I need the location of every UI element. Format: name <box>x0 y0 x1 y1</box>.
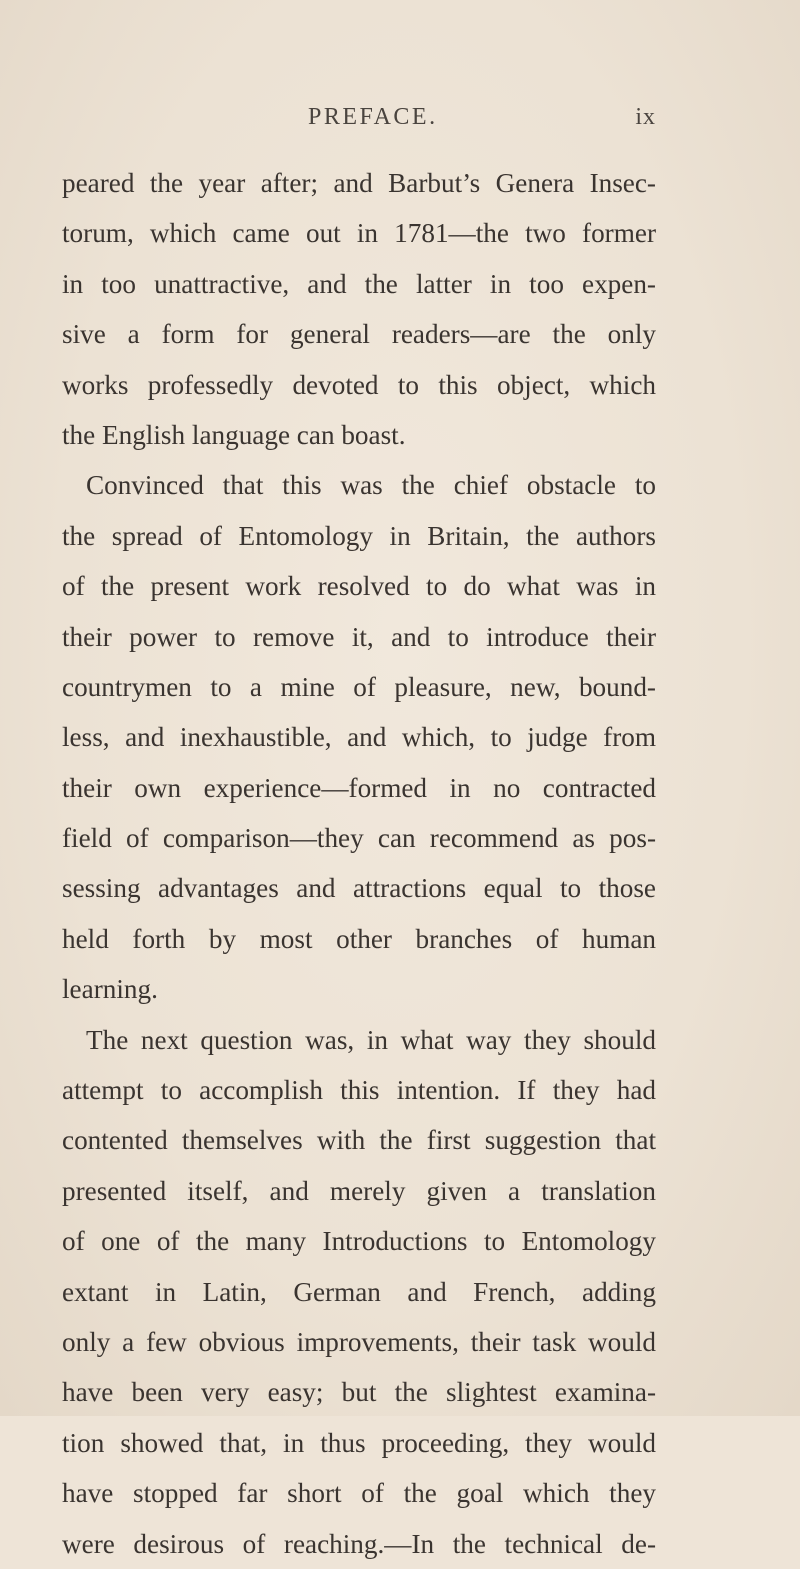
body-text <box>62 158 656 1569</box>
page-header <box>258 100 656 140</box>
text-line: their power to remove it, and to introduce their <box>62 621 656 652</box>
text-line: The next question was, in what way they should <box>86 1024 656 1055</box>
text-line: works professedly devoted to this object, which <box>62 369 656 400</box>
text-line: of one of the many Introductions to Entomology <box>62 1226 656 1257</box>
text-line: their own experience—formed in no contracted <box>62 772 656 803</box>
text-line: the English language can boast. <box>62 419 406 450</box>
text-line: peared the year after; and Barbut’s Genera Insec- <box>62 168 656 198</box>
text-line: torum, which came out in 1781—the two former <box>62 218 656 249</box>
text-line: of the present work resolved to do what was in <box>62 571 656 602</box>
text-line: held forth by most other branches of human <box>62 923 656 954</box>
running-head: PREFACE. <box>308 104 438 130</box>
text-line: tion showed that, in thus proceeding, they would <box>62 1427 656 1458</box>
text-line: were desirous of reaching.—In the technical de- <box>62 1528 656 1559</box>
text-line: in too unattractive, and the latter in too expen- <box>62 268 656 299</box>
text-line: Convinced that this was the chief obstacle to <box>86 470 656 501</box>
text-line: only a few obvious improvements, their task would <box>62 1326 656 1357</box>
text-line: the spread of Entomology in Britain, the authors <box>62 520 656 551</box>
page-number: ix <box>635 104 656 130</box>
text-line: sessing advantages and attractions equal to those <box>62 873 656 904</box>
text-line: have stopped far short of the goal which they <box>62 1478 656 1509</box>
text-line: field of comparison—they can recommend as pos- <box>62 823 656 854</box>
text-line: presented itself, and merely given a translation <box>62 1175 656 1206</box>
text-line: less, and inexhaustible, and which, to judge from <box>62 722 656 753</box>
text-line: sive a form for general readers—are the only <box>62 319 656 350</box>
text-line: contented themselves with the first suggestion that <box>62 1125 656 1156</box>
text-line: extant in Latin, German and French, adding <box>62 1276 656 1307</box>
text-line: countrymen to a mine of pleasure, new, bound- <box>62 671 656 702</box>
text-line: have been very easy; but the slightest examina- <box>62 1377 656 1408</box>
text-line: learning. <box>62 974 158 1005</box>
text-line: attempt to accomplish this intention. If they had <box>62 1075 656 1106</box>
